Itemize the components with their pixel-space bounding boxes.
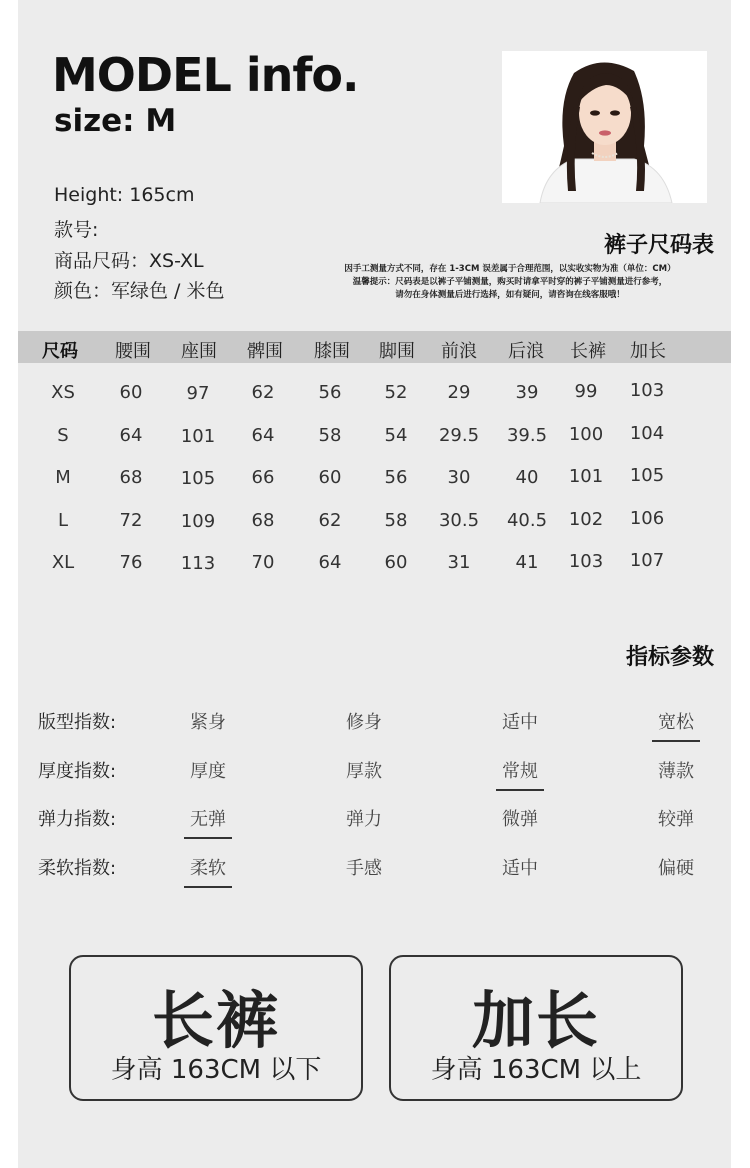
size-table-title: 裤子尺码表 [603, 233, 714, 258]
header-long-length: 长裤 [570, 341, 606, 362]
size-note-line-3: 请勿在身体测量后进行选择，如有疑问，请咨询在线客服哦！ [395, 290, 625, 300]
table-cell: 107 [629, 550, 665, 571]
model-size: size: M [54, 103, 177, 139]
table-cell: 109 [180, 511, 216, 532]
table-cell: 97 [186, 383, 210, 404]
table-cell: 30.5 [438, 510, 480, 531]
table-cell: 40 [515, 467, 539, 488]
table-cell: L [57, 510, 69, 531]
index-label-elasticity: 弹力指数: [38, 809, 117, 830]
table-cell: 76 [119, 552, 143, 573]
long-pants-box [69, 955, 363, 1101]
model-info-title: MODEL info. [52, 48, 359, 102]
index-option: 厚款 [346, 761, 382, 782]
index-option: 较弹 [658, 809, 694, 830]
table-cell: 104 [629, 423, 665, 444]
index-label-thickness: 厚度指数: [38, 761, 117, 782]
style-number: 款号: [54, 219, 99, 241]
table-cell: 60 [119, 382, 143, 403]
table-cell: 101 [180, 426, 216, 447]
table-cell: 58 [384, 510, 408, 531]
size-note-line-1: 因手工测量方式不同，存在 1-3CM 误差属于合理范围，以实收实物为准（单位：CM） [344, 264, 676, 274]
header-back-rise: 后浪 [508, 341, 544, 362]
table-cell: 102 [568, 509, 604, 530]
table-cell: 40.5 [506, 510, 548, 531]
index-option: 偏硬 [658, 858, 694, 879]
table-cell: 29.5 [438, 425, 480, 446]
table-cell: 106 [629, 508, 665, 529]
table-cell: 62 [318, 510, 342, 531]
table-cell: XL [51, 552, 75, 573]
table-cell: 72 [119, 510, 143, 531]
table-cell: 105 [180, 468, 216, 489]
table-cell: 58 [318, 425, 342, 446]
table-cell: 66 [251, 467, 275, 488]
index-option: 适中 [502, 712, 538, 733]
header-waist: 腰围 [115, 341, 151, 362]
long-pants-height: 身高 163CM 以下 [110, 1055, 322, 1085]
table-cell: 100 [568, 424, 604, 445]
table-cell: 99 [574, 381, 598, 402]
table-cell: 68 [119, 467, 143, 488]
extended-pants-height: 身高 163CM 以上 [430, 1055, 642, 1085]
table-cell: 64 [119, 425, 143, 446]
table-cell: 56 [384, 467, 408, 488]
table-cell: 60 [384, 552, 408, 573]
table-cell: 39 [515, 382, 539, 403]
table-cell: 52 [384, 382, 408, 403]
extended-pants-box [389, 955, 683, 1101]
size-note-line-2: 温馨提示：尺码表是以裤子平铺测量，购买时请拿平时穿的裤子平铺测量进行参考， [352, 277, 668, 287]
index-option-selected: 宽松 [652, 708, 700, 742]
index-option: 厚度 [190, 761, 226, 782]
table-cell: 113 [180, 553, 216, 574]
index-label-softness: 柔软指数: [38, 858, 117, 879]
index-option-selected: 无弹 [184, 805, 232, 839]
index-option: 紧身 [190, 712, 226, 733]
table-cell: 103 [629, 380, 665, 401]
product-size-range: 商品尺码：XS-XL [54, 250, 204, 272]
table-cell: 64 [318, 552, 342, 573]
product-colors: 颜色：军绿色 / 米色 [54, 280, 225, 302]
table-cell: 54 [384, 425, 408, 446]
table-cell: 64 [251, 425, 275, 446]
index-option-selected: 柔软 [184, 854, 232, 888]
table-cell: 30 [447, 467, 471, 488]
table-cell: M [55, 467, 71, 488]
table-cell: 62 [251, 382, 275, 403]
indices-title: 指标参数 [625, 645, 714, 670]
table-cell: 29 [447, 382, 471, 403]
table-cell: 56 [318, 382, 342, 403]
header-hem: 脚围 [379, 341, 415, 362]
index-option: 手感 [346, 858, 382, 879]
index-option-selected: 常规 [496, 757, 544, 791]
table-cell: 41 [515, 552, 539, 573]
table-cell: 60 [318, 467, 342, 488]
header-knee: 膝围 [314, 341, 350, 362]
index-option: 修身 [346, 712, 382, 733]
index-option: 弹力 [346, 809, 382, 830]
table-cell: 101 [568, 466, 604, 487]
table-cell: 31 [447, 552, 471, 573]
header-front-rise: 前浪 [441, 341, 477, 362]
table-cell: XS [51, 382, 75, 403]
index-option: 微弹 [502, 809, 538, 830]
header-size: 尺码 [42, 341, 78, 362]
index-label-fit: 版型指数: [38, 712, 117, 733]
table-cell: 68 [251, 510, 275, 531]
header-extended-length: 加长 [630, 341, 666, 362]
table-cell: 103 [568, 551, 604, 572]
table-cell: 70 [251, 552, 275, 573]
header-hip: 座围 [181, 341, 217, 362]
extended-pants-title: 加长 [471, 984, 600, 1057]
long-pants-title: 长裤 [151, 984, 280, 1057]
table-cell: 39.5 [506, 425, 548, 446]
table-cell: S [57, 425, 69, 446]
index-option: 适中 [502, 858, 538, 879]
table-cell: 105 [629, 465, 665, 486]
index-option: 薄款 [658, 761, 694, 782]
header-thigh: 髀围 [247, 341, 283, 362]
model-height: Height: 165cm [54, 184, 195, 206]
model-photo [502, 51, 707, 203]
